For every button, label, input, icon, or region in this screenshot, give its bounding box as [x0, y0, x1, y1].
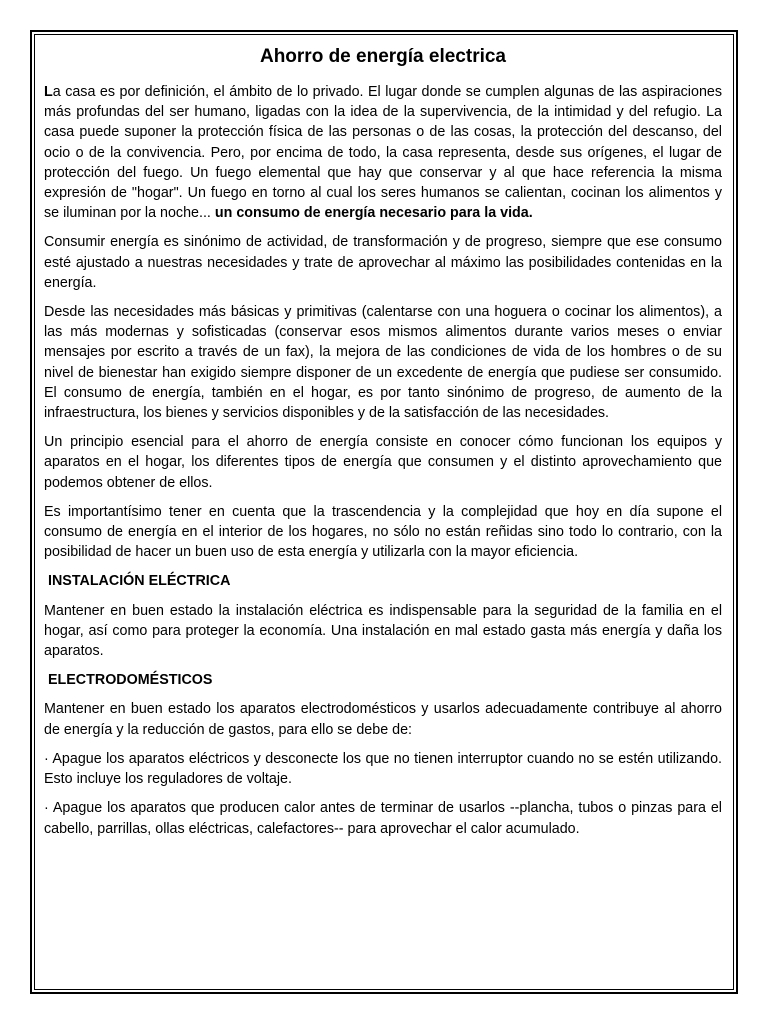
heading-instalacion-electrica: INSTALACIÓN ELÉCTRICA — [48, 573, 231, 590]
heading-electrodomesticos: ELECTRODOMÉSTICOS — [48, 672, 213, 689]
paragraph-principio: Un principio esencial para el ahorro de energía consiste en conocer cómo funcionan los equipos y aparatos en el hogar, los diferentes tipos de energía que consumen y el distinto aprovechamiento que podemos obtener de ellos. — [44, 434, 722, 491]
paragraph-consumir: Consumir energía es sinónimo de actividad, de transformación y de progreso, siempre que ese consumo esté ajustado a nuestras necesidades y trate de aprovechar al máximo las posibilidades contenidas en la energía. — [44, 234, 722, 291]
list-item: · Apague los aparatos que producen calor antes de terminar de usarlos --plancha, tubos o pinzas para el cabello, parrillas, ollas eléctricas, calefactores-- para aprovechar el calor acumulado. — [44, 800, 722, 837]
intro-dropcap: L — [44, 84, 53, 100]
paragraph-instalacion: Mantener en buen estado la instalación eléctrica es indispensable para la seguridad de la familia en el hogar, así como para proteger la economía. Una instalación en mal estado gasta más energía y daña los aparatos. — [44, 602, 722, 660]
document-body — [44, 42, 722, 848]
paragraph-importantisimo: Es importantísimo tener en cuenta que la trascendencia y la complejidad que hoy en día supone el consumo de energía en el interior de los hogares, no sólo no están reñidas sino todo lo contrario, con la posibilidad de hacer un buen uso de esta energía y utilizarla con la mayor eficiencia. — [44, 503, 722, 561]
list-item: · Apague los aparatos eléctricos y desconecte los que no tienen interruptor cuando no se estén utilizando. Esto incluye los reguladores de voltaje. — [44, 750, 722, 788]
intro-text: a casa es por definición, el ámbito de lo privado. El lugar donde se cumplen algunas de las aspiraciones más profundas del ser humano, ligadas con la idea de la supervivencia, de la intimidad y del refugio. La casa puede suponer la protección física de las personas o de las cosas, la protección del descanso, del ocio o de la convivencia. Pero, por encima de todo, la casa representa, desde sus orígenes, el lugar de protección del fuego. Un fuego elemental que hay que conservar y al que hace referencia la misma expresión de "hogar". Un fuego en torno al cual los seres humanos se calientan, cocinan los alimentos y se iluminan por la noche... — [44, 84, 722, 222]
paragraph-necesidades: Desde las necesidades más básicas y primitivas (calentarse con una hoguera o cocinar los alimentos), a las más modernas y sofisticadas (conservar esos mismos alimentos durante varios meses o enviar mensajes por escrito a través de un fax), la mejora de las condiciones de vida de los hombres o de su nivel de bienestar han exigido siempre disponer de un excedente de energía que pudiese ser consumido. El consumo de energía, también en el hogar, es por tanto sinónimo de progreso, de aumento de la infraestructura, los bienes y servicios disponibles y de la satisfacción de las necesidades. — [44, 304, 722, 422]
intro-paragraph — [44, 82, 722, 223]
document-title: Ahorro de energía electrica — [259, 46, 507, 67]
paragraph-electrodomesticos: Mantener en buen estado los aparatos electrodomésticos y usarlos adecuadamente contribuye al ahorro de energía y la reducción de gastos, para ello se debe de: — [44, 701, 722, 738]
intro-bold-text: un consumo de energía necesario para la vida. — [214, 205, 533, 222]
